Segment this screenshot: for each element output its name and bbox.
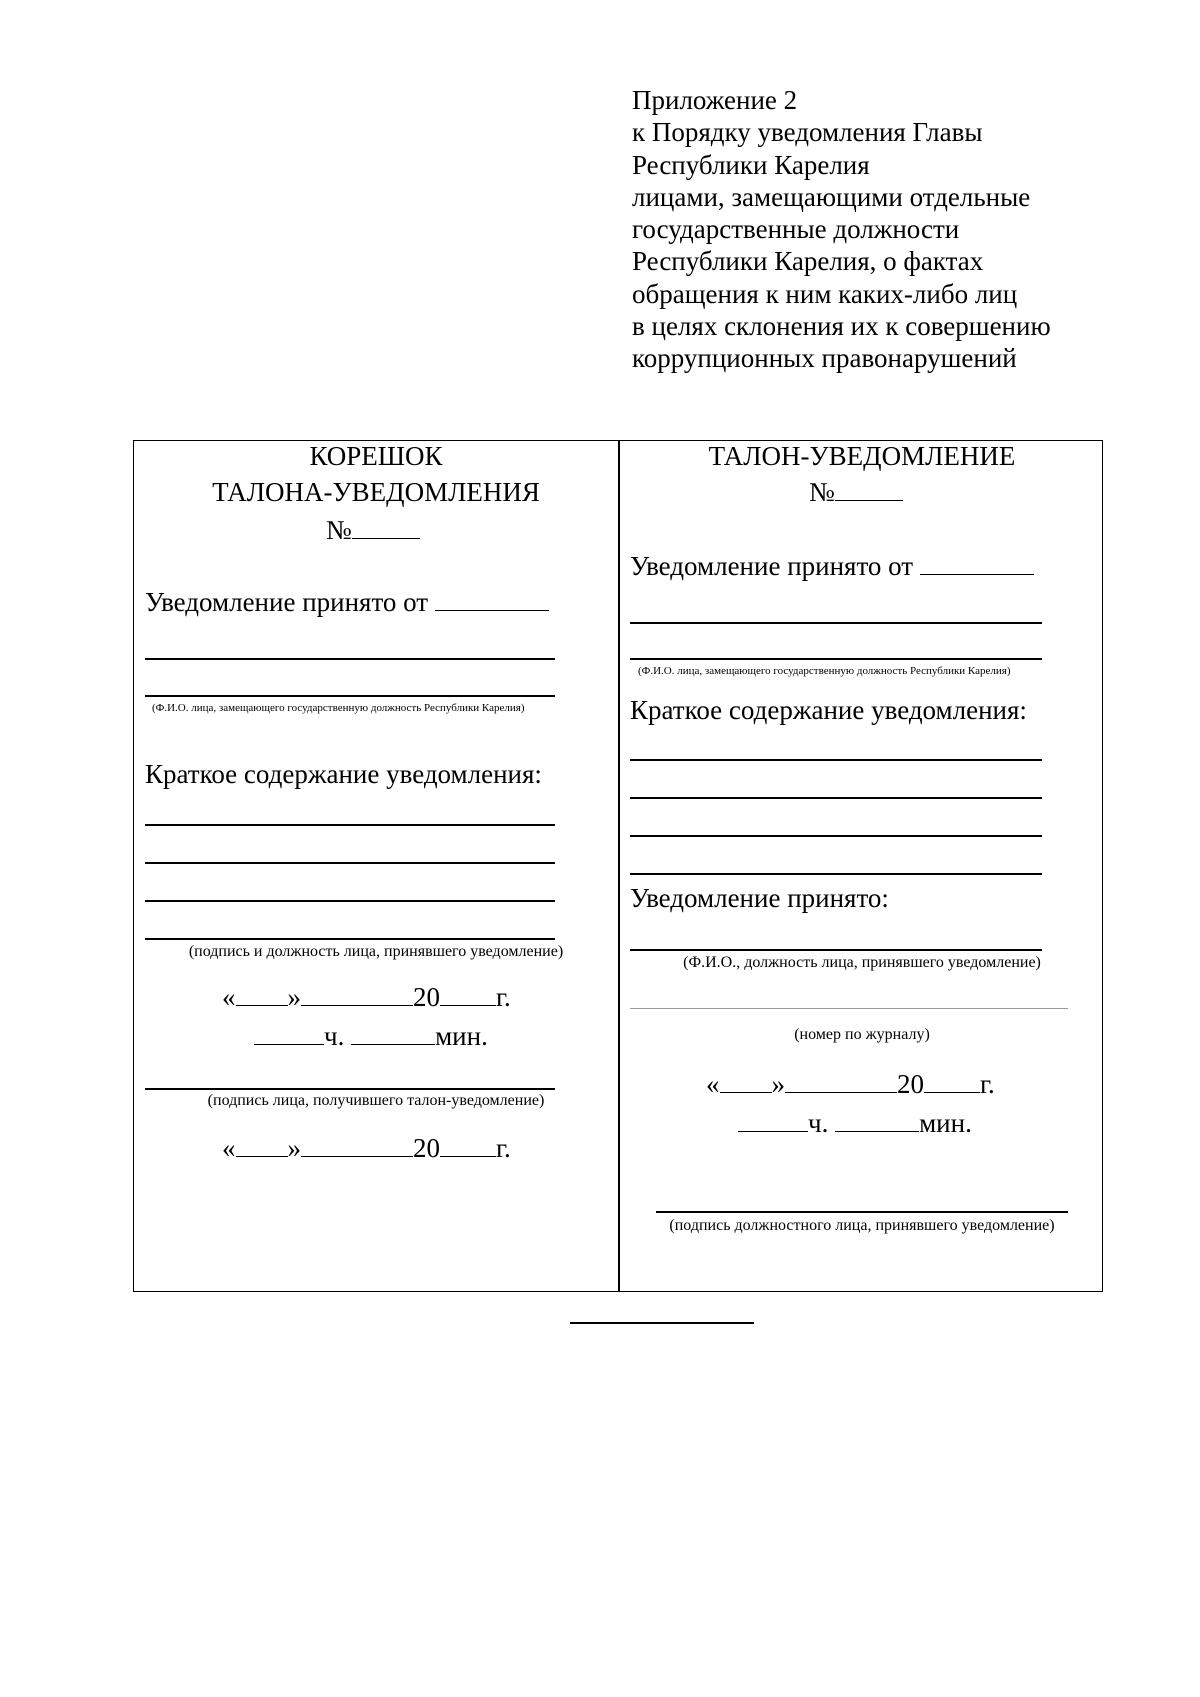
- stub-title-1: КОРЕШОК: [309, 441, 443, 471]
- talon-signature-line[interactable]: [656, 1211, 1068, 1213]
- talon-signature-caption: (подпись должностного лица, принявшего уведомление): [669, 1217, 1055, 1234]
- stub-number: [326, 515, 420, 546]
- stub-month-field[interactable]: [301, 983, 413, 1006]
- talon-title: ТАЛОН-УВЕДОМЛЕНИЕ: [708, 441, 1016, 471]
- stub-date2-open: «: [222, 1133, 236, 1163]
- talon-date-close: »: [771, 1069, 785, 1099]
- talon-month-field[interactable]: [785, 1070, 897, 1093]
- stub-received-from-label: Уведомление принято от: [145, 587, 429, 617]
- talon-number-label: №: [809, 477, 835, 507]
- notification-form: [133, 440, 1103, 1292]
- talon-official-line[interactable]: [630, 949, 1042, 951]
- stub-title-2: ТАЛОНА-УВЕДОМЛЕНИЯ: [212, 477, 540, 507]
- stub-fio-caption: (Ф.И.О. лица, замещающего государственную должность Республики Карелия): [152, 702, 525, 714]
- talon-received-from: [630, 551, 1034, 582]
- footer-separator: [570, 1322, 754, 1324]
- stub-summary-line-1[interactable]: [145, 824, 555, 826]
- annex-line: в целях склонения их к совершению: [632, 311, 1051, 342]
- stub-year2-suffix: г.: [496, 1133, 511, 1163]
- talon-summary-label: Краткое содержание уведомления:: [630, 695, 1027, 725]
- stub-year-suffix: г.: [496, 982, 511, 1012]
- stub-minutes-field[interactable]: [351, 1022, 435, 1045]
- stub-date-open: «: [222, 982, 236, 1012]
- stub-signature-caption: (подпись и должность лица, принявшего уведомление): [188, 943, 564, 960]
- talon-year-field[interactable]: [924, 1070, 980, 1093]
- talon-received-label: Уведомление принято:: [630, 883, 889, 913]
- annex-line: Приложение 2: [632, 85, 798, 115]
- talon-fio-line-1[interactable]: [630, 622, 1042, 624]
- annex-line: государственные должности: [632, 214, 960, 245]
- stub-summary-line-2[interactable]: [145, 862, 555, 864]
- stub-signature-line[interactable]: [145, 938, 555, 940]
- stub-day2-field[interactable]: [236, 1134, 288, 1157]
- stub-fio-line-1[interactable]: [145, 658, 555, 660]
- annex-line: лицами, замещающими отдельные: [632, 181, 1031, 212]
- annex-line: Республики Карелия: [632, 149, 870, 180]
- talon-received-from-field[interactable]: [920, 552, 1034, 575]
- stub-summary-line-3[interactable]: [145, 900, 555, 902]
- stub-hours-label: ч.: [324, 1021, 345, 1051]
- talon-fio-caption: (Ф.И.О. лица, замещающего государственную должность Республики Карелия): [638, 665, 1011, 677]
- talon-summary-line-2[interactable]: [630, 797, 1042, 799]
- talon-year-suffix: г.: [980, 1069, 995, 1099]
- talon-received-from-label: Уведомление принято от: [630, 551, 914, 581]
- stub-date2-close: »: [287, 1133, 301, 1163]
- talon-date: [706, 1069, 995, 1100]
- stub-received-from-field[interactable]: [435, 588, 549, 611]
- column-divider: [618, 441, 620, 1291]
- stub-received-from: [145, 587, 549, 618]
- talon-journal-line[interactable]: [630, 1008, 1068, 1009]
- annex-line: коррупционных правонарушений: [632, 343, 1017, 374]
- talon-summary-line-4[interactable]: [630, 873, 1042, 875]
- talon-date-open: «: [706, 1069, 720, 1099]
- talon-number: [809, 477, 903, 508]
- stub-recipient-caption: (подпись лица, получившего талон-уведомление): [207, 1092, 545, 1109]
- stub-year-field[interactable]: [440, 983, 496, 1006]
- annex-line: обращения к ним каких-либо лиц: [632, 278, 1018, 309]
- stub-hours-field[interactable]: [254, 1022, 324, 1045]
- stub-date: [222, 982, 511, 1013]
- talon-minutes-field[interactable]: [835, 1109, 919, 1132]
- talon-fio-line-2[interactable]: [630, 658, 1042, 660]
- stub-day-field[interactable]: [236, 983, 288, 1006]
- talon-hours-label: ч.: [808, 1108, 829, 1138]
- stub-minutes-label: мин.: [435, 1021, 488, 1051]
- annex-heading: [632, 84, 1051, 375]
- talon-day-field[interactable]: [720, 1070, 772, 1093]
- stub-date-close: »: [287, 982, 301, 1012]
- talon-journal-caption: (номер по журналу): [794, 1026, 930, 1043]
- stub-year2-prefix: 20: [413, 1133, 440, 1163]
- annex-line: Республики Карелия, о фактах: [632, 246, 984, 277]
- talon-number-field[interactable]: [835, 478, 903, 501]
- talon-minutes-label: мин.: [919, 1108, 972, 1138]
- talon-hours-field[interactable]: [738, 1109, 808, 1132]
- stub-number-field[interactable]: [352, 516, 420, 539]
- stub-recipient-line[interactable]: [145, 1088, 555, 1090]
- talon-year-prefix: 20: [897, 1069, 924, 1099]
- annex-line: к Порядку уведомления Главы: [632, 117, 983, 148]
- stub-month2-field[interactable]: [301, 1134, 413, 1157]
- talon-summary-line-3[interactable]: [630, 835, 1042, 837]
- stub-time: [254, 1021, 488, 1052]
- talon-time: [738, 1108, 972, 1139]
- stub-summary-label: Краткое содержание уведомления:: [145, 759, 542, 789]
- talon-summary-line-1[interactable]: [630, 759, 1042, 761]
- stub-date-2: [222, 1133, 511, 1164]
- stub-year-prefix: 20: [413, 982, 440, 1012]
- stub-number-label: №: [326, 515, 352, 545]
- stub-fio-line-2[interactable]: [145, 695, 555, 697]
- stub-year2-field[interactable]: [440, 1134, 496, 1157]
- talon-official-caption: (Ф.И.О., должность лица, принявшего уведомление): [683, 954, 1041, 971]
